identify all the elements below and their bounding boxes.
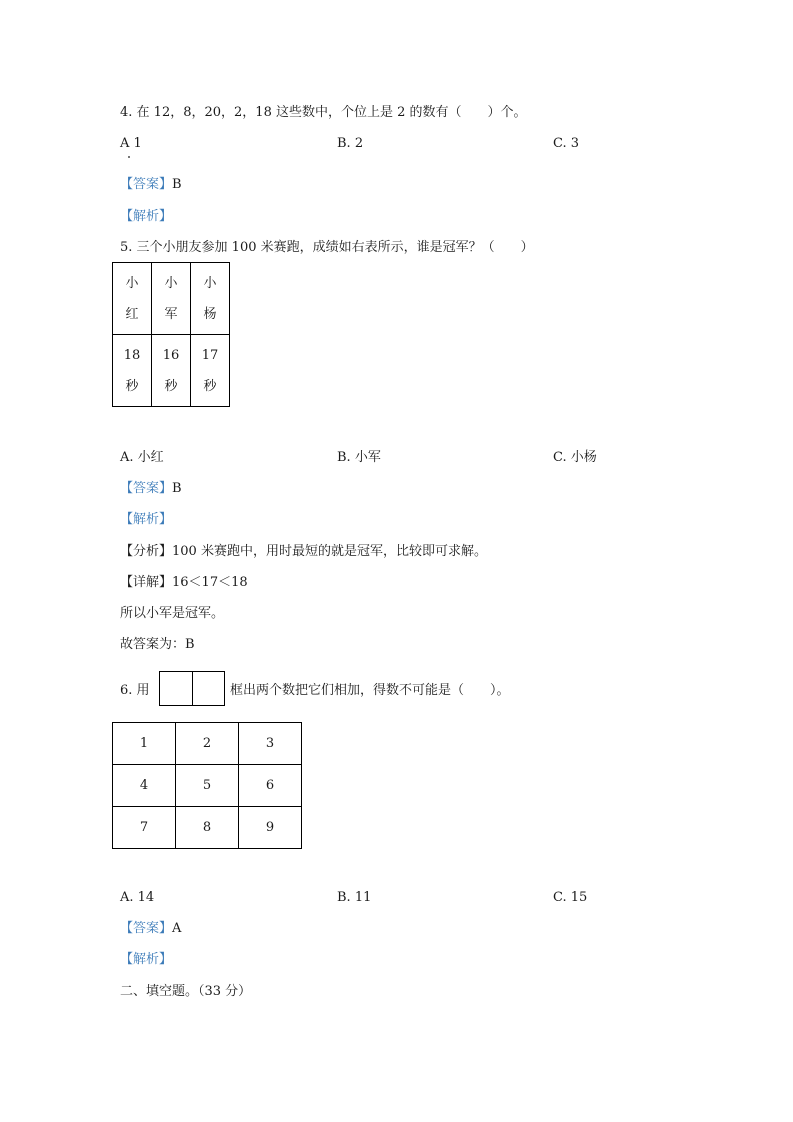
q5-option-b: B. 小军 — [337, 450, 381, 465]
q4-question: 4. 在 12，8，20，2，18 这些数中，个位上是 2 的数有（ ）个。 — [120, 105, 527, 120]
q5-option-a: A. 小红 — [120, 450, 164, 465]
grid-cell: 5 — [176, 765, 239, 807]
q5-analysis-tag: 【解析】 — [120, 512, 173, 527]
table-row — [113, 807, 302, 849]
q6-answer — [120, 921, 181, 937]
q5-time-cell: 17 秒 — [191, 335, 230, 407]
q5-fenxi: 【分析】100 米赛跑中，用时最短的就是冠军，比较即可求解。 — [120, 544, 487, 559]
q5-xiangjie: 【详解】16＜17＜18 — [120, 575, 248, 590]
stray-dot — [128, 156, 130, 158]
q5-answer-tag: 【答案】 — [120, 481, 173, 496]
q4-answer-value: B — [172, 177, 182, 192]
q6-analysis-tag: 【解析】 — [120, 952, 173, 967]
q5-question: 5. 三个小朋友参加 100 米赛跑，成绩如右表所示，谁是冠军？（ ） — [120, 240, 534, 255]
q4-analysis-tag: 【解析】 — [120, 209, 173, 224]
q6-option-c: C. 15 — [553, 890, 588, 905]
q5-time-cell: 18 秒 — [113, 335, 152, 407]
table-row — [113, 263, 230, 335]
q5-answer — [120, 481, 182, 497]
q6-option-a: A. 14 — [120, 890, 155, 905]
q6-number-grid — [112, 722, 302, 849]
q5-name-cell: 小 杨 — [191, 263, 230, 335]
grid-cell: 8 — [176, 807, 239, 849]
table-row — [113, 765, 302, 807]
q4-answer-tag: 【答案】 — [120, 177, 173, 192]
q5-name-cell: 小 红 — [113, 263, 152, 335]
q5-conclusion: 所以小军是冠军。 — [120, 606, 225, 621]
q5-results-table — [112, 262, 230, 407]
q6-suffix: 框出两个数把它们相加，得数不可能是（ ）。 — [230, 683, 510, 698]
grid-cell: 6 — [239, 765, 302, 807]
grid-cell: 9 — [239, 807, 302, 849]
q4-answer — [120, 177, 182, 193]
grid-cell: 1 — [113, 723, 176, 765]
q5-time-cell: 16 秒 — [152, 335, 191, 407]
q6-option-b: B. 11 — [337, 890, 372, 905]
grid-cell: 7 — [113, 807, 176, 849]
q5-final: 故答案为：B — [120, 637, 195, 652]
q5-answer-value: B — [172, 481, 182, 496]
q6-frame-icon — [159, 671, 225, 706]
q4-option-c: C. 3 — [553, 136, 580, 151]
table-row — [113, 723, 302, 765]
q4-option-b: B. 2 — [337, 136, 364, 151]
q5-option-c: C. 小杨 — [553, 450, 597, 465]
q6-answer-value: A — [172, 921, 182, 936]
q6-prefix: 6. 用 — [120, 683, 150, 698]
grid-cell: 3 — [239, 723, 302, 765]
section2-heading: 二、填空题。（33 分） — [120, 984, 252, 999]
q5-name-cell: 小 军 — [152, 263, 191, 335]
grid-cell: 2 — [176, 723, 239, 765]
q6-answer-tag: 【答案】 — [120, 921, 173, 936]
q4-option-a: A 1 — [120, 136, 142, 151]
grid-cell: 4 — [113, 765, 176, 807]
table-row — [113, 335, 230, 407]
